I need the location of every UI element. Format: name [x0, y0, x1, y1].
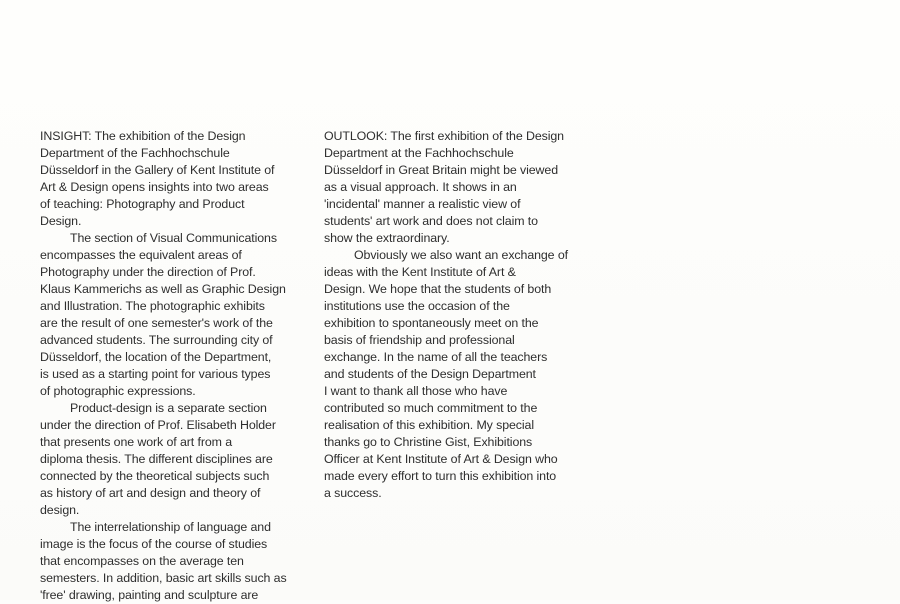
insight-column: [40, 128, 287, 604]
text-line: under the direction of Prof. Elisabeth Holder: [40, 418, 276, 432]
text-line: Design.: [40, 214, 82, 228]
text-line: exhibition to spontaneously meet on the: [324, 316, 539, 330]
text-line: Department of the Fachhochschule: [40, 146, 230, 160]
text-line: connected by the theoretical subjects such: [40, 469, 270, 483]
text-line: diploma thesis. The different disciplines are: [40, 452, 273, 466]
text-line: design.: [40, 503, 80, 517]
text-line: a success.: [324, 486, 382, 500]
text-line: Photography under the direction of Prof.: [40, 265, 256, 279]
text-line: INSIGHT: The exhibition of the Design: [40, 129, 246, 143]
text-line: institutions use the occasion of the: [324, 299, 510, 313]
outlook-column: [324, 128, 568, 502]
text-line: Officer at Kent Institute of Art & Design who: [324, 452, 558, 466]
text-line: Düsseldorf in the Gallery of Kent Institute of: [40, 163, 275, 177]
text-line: as a visual approach. It shows in an: [324, 180, 517, 194]
text-line: OUTLOOK: The first exhibition of the Design: [324, 129, 564, 143]
text-line: I want to thank all those who have: [324, 384, 508, 398]
text-line: The interrelationship of language and: [70, 520, 271, 534]
text-line: encompasses the equivalent areas of: [40, 248, 242, 262]
text-line: Klaus Kammerichs as well as Graphic Design: [40, 282, 286, 296]
text-line: that encompasses on the average ten: [40, 554, 244, 568]
text-line: Düsseldorf, the location of the Department,: [40, 350, 272, 364]
text-line: are the result of one semester's work of the: [40, 316, 273, 330]
text-line: semesters. In addition, basic art skills such as: [40, 571, 287, 585]
text-line: The section of Visual Communications: [70, 231, 277, 245]
text-line: and students of the Design Department: [324, 367, 536, 381]
text-line: that presents one work of art from a: [40, 435, 232, 449]
text-line: basis of friendship and professional: [324, 333, 515, 347]
text-line: as history of art and design and theory of: [40, 486, 261, 500]
text-line: ideas with the Kent Institute of Art &: [324, 265, 516, 279]
text-line: is used as a starting point for various types: [40, 367, 271, 381]
text-line: exchange. In the name of all the teachers: [324, 350, 548, 364]
text-line: Obviously we also want an exchange of: [354, 248, 568, 262]
text-line: 'incidental' manner a realistic view of: [324, 197, 521, 211]
text-line: show the extraordinary.: [324, 231, 450, 245]
text-line: students' art work and does not claim to: [324, 214, 538, 228]
text-line: made every effort to turn this exhibition into: [324, 469, 557, 483]
text-line: Düsseldorf in Great Britain might be viewed: [324, 163, 558, 177]
text-line: Design. We hope that the students of both: [324, 282, 552, 296]
text-line: Art & Design opens insights into two areas: [40, 180, 269, 194]
text-line: advanced students. The surrounding city of: [40, 333, 273, 347]
text-line: of photographic expressions.: [40, 384, 196, 398]
text-line: image is the focus of the course of studies: [40, 537, 268, 551]
text-line: contributed so much commitment to the: [324, 401, 538, 415]
text-line: 'free' drawing, painting and sculpture are: [40, 588, 259, 602]
text-line: Product-design is a separate section: [70, 401, 267, 415]
text-line: realisation of this exhibition. My special: [324, 418, 534, 432]
text-line: thanks go to Christine Gist, Exhibitions: [324, 435, 533, 449]
text-line: Department at the Fachhochschule: [324, 146, 514, 160]
text-line: and Illustration. The photographic exhibits: [40, 299, 265, 313]
text-line: of teaching: Photography and Product: [40, 197, 245, 211]
